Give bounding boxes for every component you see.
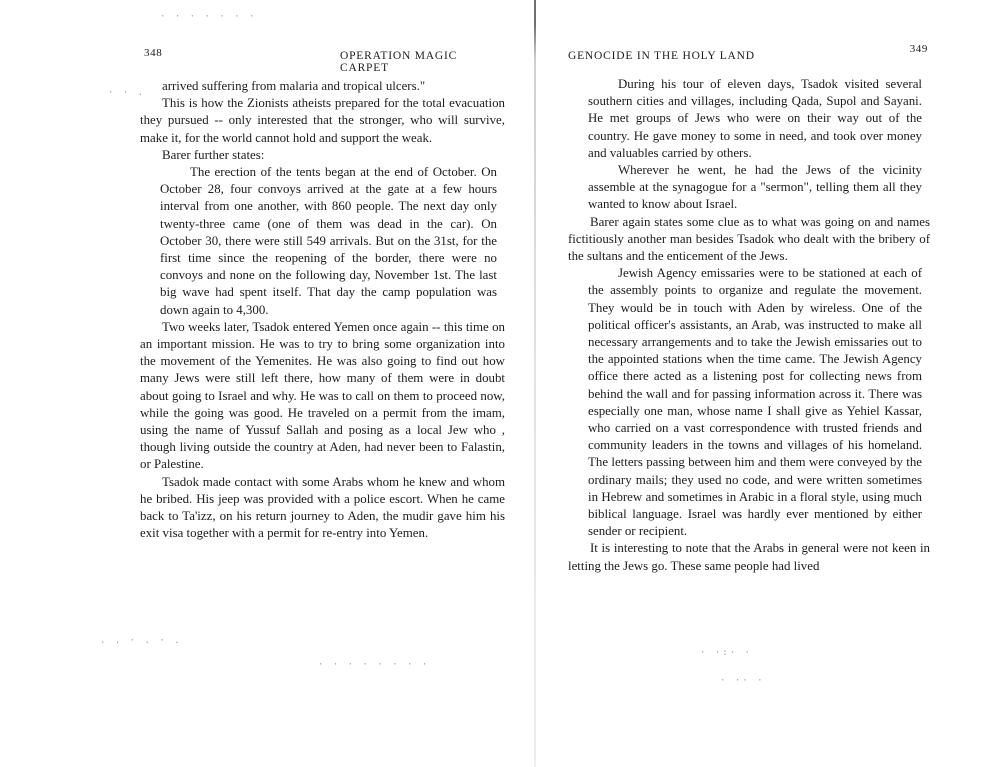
right-page (568, 0, 930, 767)
scan-noise: · · . (108, 88, 146, 98)
scan-noise: · ·:· · (700, 648, 752, 658)
scan-noise: · · · · · · · (160, 12, 257, 22)
page-number: 349 (909, 43, 928, 55)
paragraph: arrived suffering from malaria and tropical ulcers." (162, 79, 426, 93)
block-quote: Jewish Agency emissaries were to be stationed at each of the assembly points to organize and regulate the movement. They would be in touch with Aden by wireless. One of the political officer's assistants, an Arab, was instructed to make all necessary arrangements and to take the Jewish emissaries out to the appointed stations when the time came. The Jewish Agency office there acted as a listening post for collecting news from behind the wall and for passing information across it. There was especially one man, whose name I shall give as Yehiel Kassar, who carried on a vast correspondence with trusted friends and community leaders in the towns and villages of his homeland. The letters passing between him and them were conveyed by the ordinary mails; they used no code, and were written sometimes in Hebrew and sometimes in Arabic in a floral style, using much biblical language. Israel was hardly ever mentioned by either sender or recipient. (588, 266, 922, 539)
block-quote: The erection of the tents began at the end of October. On October 28, four convoys arrived at the gate at a few hours interval from one another, with 860 people. The next day only twenty-three came (one of them was dead in the car). On October 30, there were still 549 arrivals. But on the 31st, for the first time since the reopening of the border, there were no convoys and none on the following day, November 1st. The last big wave had spent itself. That day the camp population was down again to 4,300. (160, 165, 497, 317)
paragraph: Barer further states: (162, 147, 265, 162)
block-quote: Wherever he went, he had the Jews of the vicinity assemble at the synagogue for a "sermon", telling them all they wanted to know about Israel. (588, 163, 922, 212)
left-page-header (140, 47, 505, 74)
running-head: OPERATION MAGIC CARPET (340, 50, 458, 74)
block-quote: During his tour of eleven days, Tsadok visited several southern cities and villages, including Qada, Supol and Sayani. He met groups of Jews who were on their way out of the country. He gave money to some in need, and took over money and valuables carried by others. (588, 77, 922, 160)
paragraph: It is interesting to note that the Arabs in general were not keen in letting the Jews go. These same people had lived (568, 541, 930, 573)
scan-noise: . . · . · . (100, 636, 182, 646)
right-page-header (568, 43, 930, 65)
book-gutter (534, 0, 536, 767)
paragraph: Tsadok made contact with some Arabs whom he knew and whom he bribed. His jeep was provided with a police escort. When he came back to Ta'izz, on his return journey to Aden, the mudir gave him his exit visa together with a permit for re-entry into Yemen. (140, 474, 505, 541)
page-number: 348 (144, 47, 163, 59)
running-head: GENOCIDE IN THE HOLY LAND (568, 50, 755, 62)
left-page (140, 0, 505, 767)
right-page-body (568, 76, 930, 575)
paragraph: Two weeks later, Tsadok entered Yemen once again -- this time on an important mission. He was to try to bring some organization into the movement of the Yemenites. He was also going to find out how many Jews were still left there, how many of them were in doubt about going to Israel and why. He was to call on them to proceed now, while the going was good. He traveled on a permit from the imam, using the name of Yussuf Sallah and posing as a local Jew who , though living outside the country at Aden, had never been to Falastin, or Palestine. (140, 319, 505, 472)
scan-noise: · · · · · · · · (318, 660, 430, 670)
scan-noise: · ·· · (720, 676, 765, 686)
left-page-body (140, 78, 505, 542)
paragraph: This is how the Zionists atheists prepared for the total evacuation they pursued -- only interested that the stronger, who will survive, make it, for the world cannot hold and support the weak. (140, 96, 505, 145)
paragraph: Barer again states some clue as to what was going on and names fictitiously another man besides Tsadok who dealt with the bribery of the sultans and the enticement of the Jews. (568, 214, 930, 264)
